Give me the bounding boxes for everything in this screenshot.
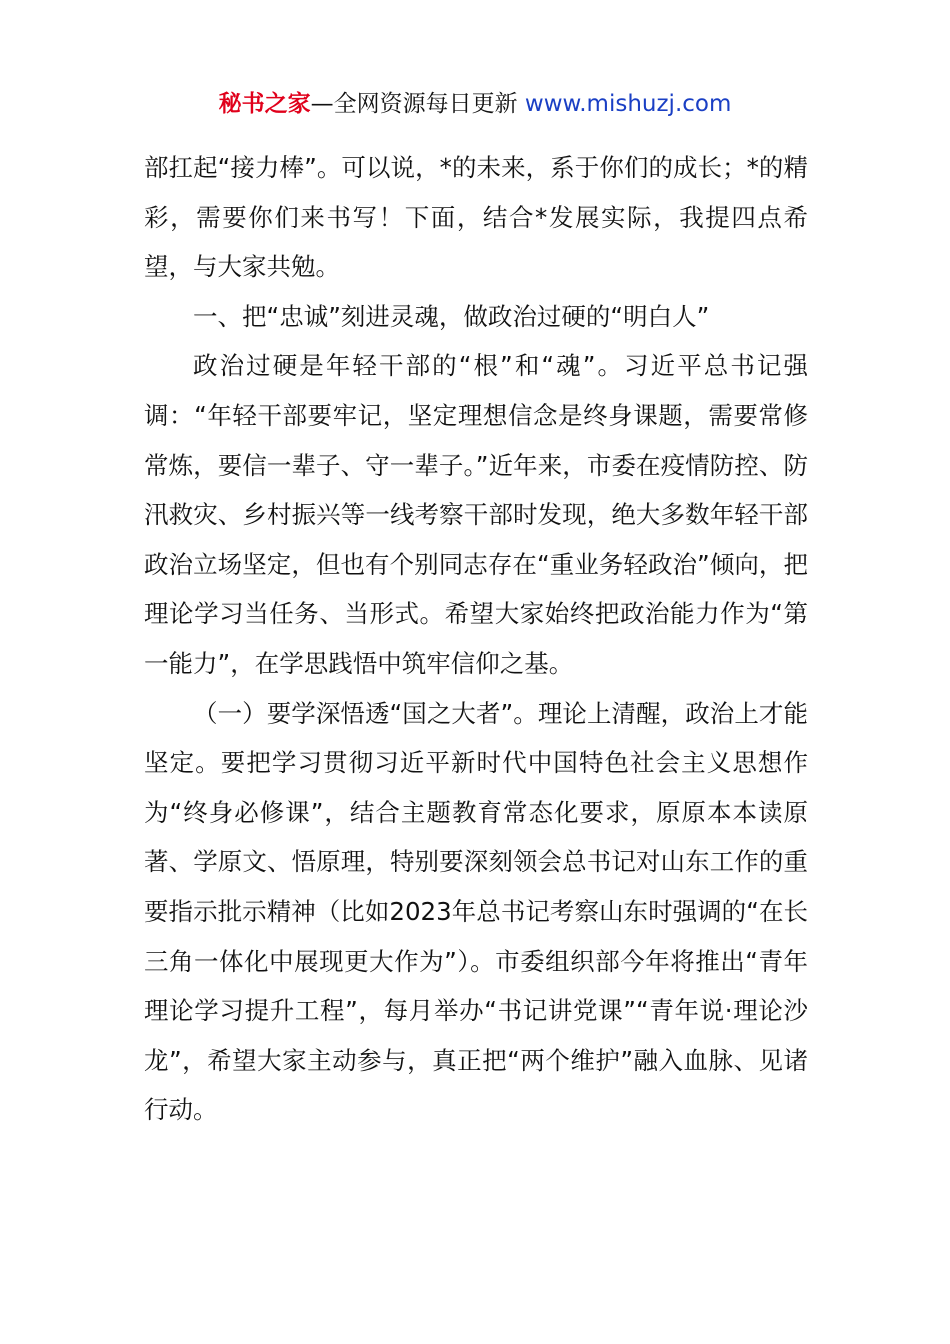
site-tagline: —全网资源每日更新 — [310, 91, 518, 117]
site-url-link[interactable]: www.mishuzj.com — [524, 91, 732, 117]
site-brand: 秘书之家 — [218, 91, 311, 117]
document-body — [144, 143, 808, 1135]
site-header — [0, 88, 950, 120]
subsection-1-paragraph: （一）要学深悟透“国之大者”。理论上清醒，政治上才能坚定。要把学习贯彻习近平新时代中国特色社会主义思想作为“终身必修课”，结合主题教育常态化要求，原原本本读原著、学原文、悟原理，特别要深刻领会总书记对山东工作的重要指示批示精神（比如2023年总书记考察山东时强调的“在长三角一体化中展现更大作为”）。市委组织部今年将推出“青年理论学习提升工程”，每月举办“书记讲党课”“青年说·理论沙龙”，希望大家主动参与，真正把“两个维护”融入血脉、见诸行动。 — [144, 698, 808, 1125]
intro-continuation-paragraph: 部扛起“接力棒”。可以说，*的未来，系于你们的成长；*的精彩，需要你们来书写！下面，结合*发展实际，我提四点希望，与大家共勉。 — [144, 153, 808, 282]
section-1-heading: 一、把“忠诚”刻进灵魂，做政治过硬的“明白人” — [193, 301, 710, 331]
section-1-paragraph: 政治过硬是年轻干部的“根”和“魂”。习近平总书记强调：“年轻干部要牢记，坚定理想信念是终身课题，需要常修常炼，要信一辈子、守一辈子。”近年来，市委在疫情防控、防汛救灾、乡村振兴等一线考察干部时发现，绝大多数年轻干部政治立场坚定，但也有个别同志存在“重业务轻政治”倾向，把理论学习当任务、当形式。希望大家始终把政治能力作为“第一能力”，在学思践悟中筑牢信仰之基。 — [144, 351, 808, 678]
